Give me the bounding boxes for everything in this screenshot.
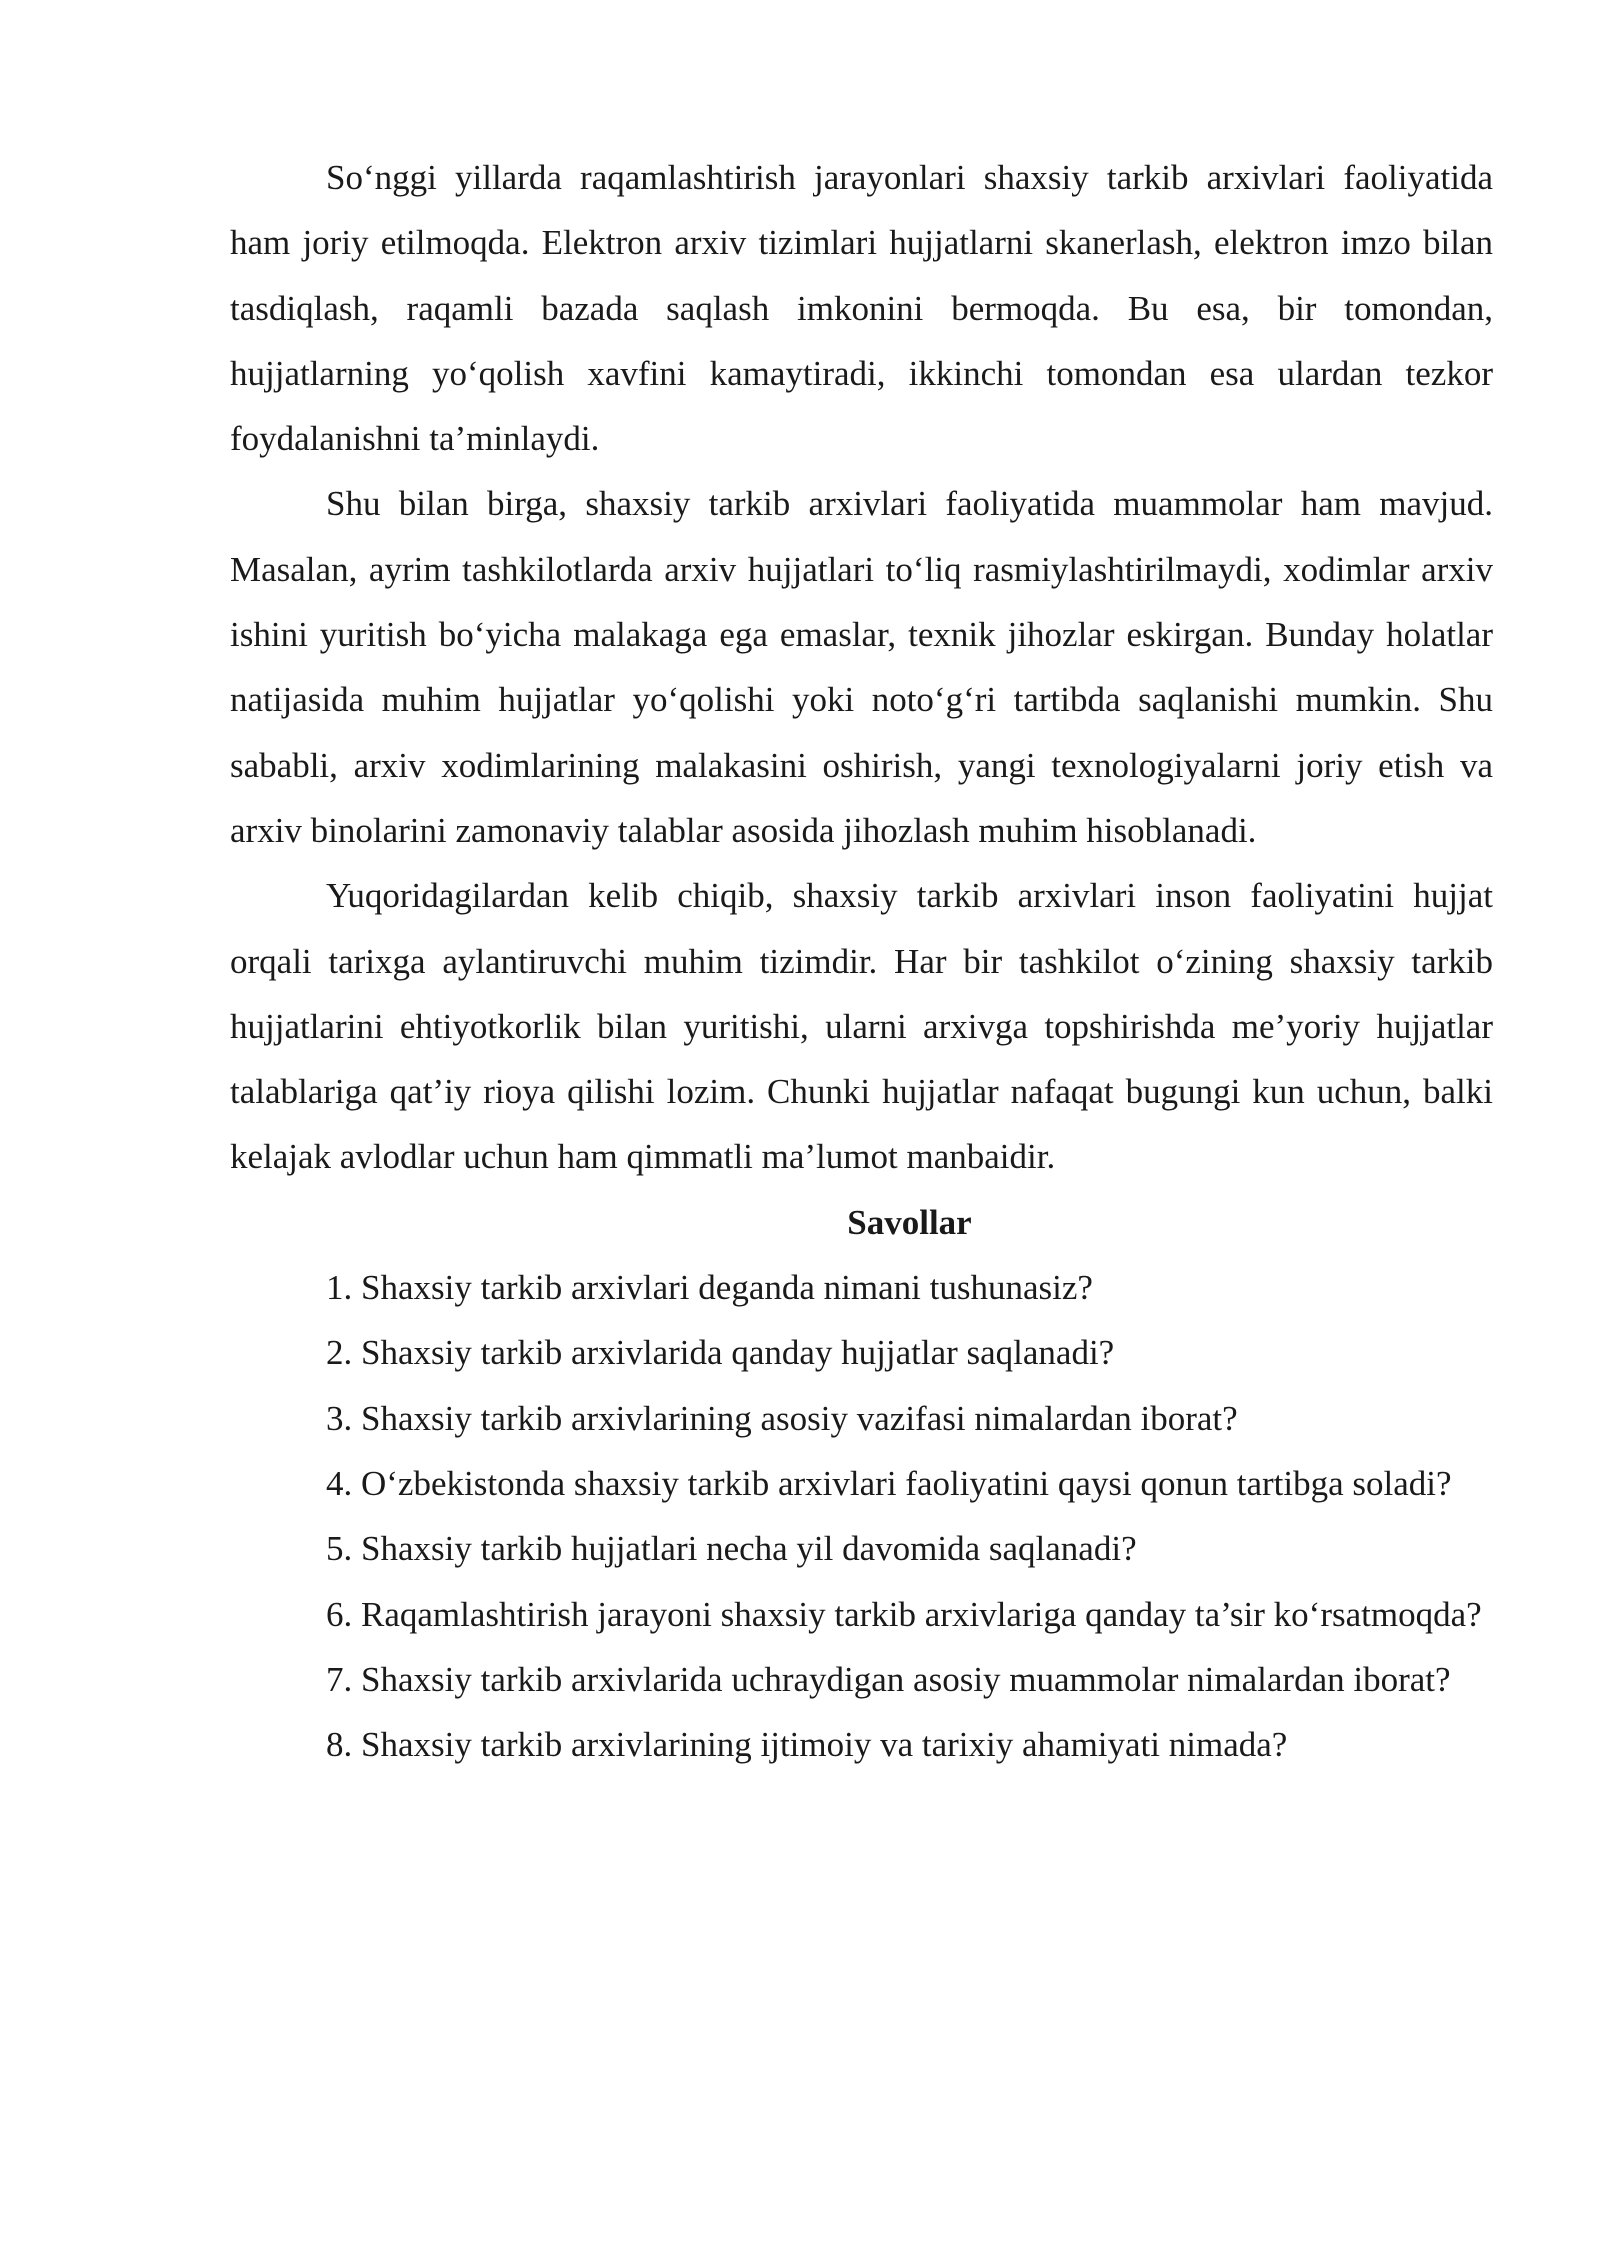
question-item: 7. Shaxsiy tarkib arxivlarida uchraydigan asosiy muammolar nimalardan iborat? xyxy=(326,1659,1451,1699)
question-item: 2. Shaxsiy tarkib arxivlarida qanday hujjatlar saqlanadi? xyxy=(326,1333,1115,1373)
question-item: 1. Shaxsiy tarkib arxivlari deganda nimani tushunasiz? xyxy=(326,1268,1093,1308)
question-item: 3. Shaxsiy tarkib arxivlarining asosiy vazifasi nimalardan iborat? xyxy=(326,1398,1238,1438)
section-heading: Savollar xyxy=(847,1202,972,1242)
body-paragraph: Yuqoridagilardan kelib chiqib, shaxsiy tarkib arxivlari inson faoliyatini hujjat orqali tarixga aylantiruvchi muhim tizimdir. Har bir tashkilot o‘zining shaxsiy tarkib hujjatlarini ehtiyotkorlik bilan yuritishi, ularni arxivga topshirishda me’yoriy hujjatlar talablariga qat’iy rioya qilishi lozim. Chunki hujjatlar nafaqat bugungi kun uchun, balki kelajak avlodlar uchun ham qimmatli ma’lumot manbaidir. xyxy=(230,876,1493,1177)
question-item: 4. O‘zbekistonda shaxsiy tarkib arxivlari faoliyatini qaysi qonun tartibga soladi? xyxy=(326,1463,1452,1503)
question-item: 6. Raqamlashtirish jarayoni shaxsiy tarkib arxivlariga qanday ta’sir ko‘rsatmoqda? xyxy=(326,1594,1482,1634)
document-page xyxy=(230,145,1493,1777)
question-item: 8. Shaxsiy tarkib arxivlarining ijtimoiy va tarixiy ahamiyati nimada? xyxy=(326,1725,1288,1765)
body-paragraph: Shu bilan birga, shaxsiy tarkib arxivlari faoliyatida muammolar ham mavjud. Masalan, ayrim tashkilotlarda arxiv hujjatlari to‘liq rasmiylashtirilmaydi, xodimlar arxiv ishini yuritish bo‘yicha malakaga ega emaslar, texnik jihozlar eskirgan. Bunday holatlar natijasida muhim hujjatlar yo‘qolishi yoki noto‘g‘ri tartibda saqlanishi mumkin. Shu sababli, arxiv xodimlarining malakasini oshirish, yangi texnologiyalarni joriy etish va arxiv binolarini zamonaviy talablar asosida jihozlash muhim hisoblanadi. xyxy=(230,484,1493,850)
body-paragraph: So‘nggi yillarda raqamlashtirish jarayonlari shaxsiy tarkib arxivlari faoliyatida ham joriy etilmoqda. Elektron arxiv tizimlari hujjatlarni skanerlash, elektron imzo bilan tasdiqlash, raqamli bazada saqlash imkonini bermoqda. Bu esa, bir tomondan, hujjatlarning yo‘qolish xavfini kamaytiradi, ikkinchi tomondan esa ulardan tezkor foydalanishni ta’minlaydi. xyxy=(230,158,1493,459)
question-item: 5. Shaxsiy tarkib hujjatlari necha yil davomida saqlanadi? xyxy=(326,1529,1137,1569)
